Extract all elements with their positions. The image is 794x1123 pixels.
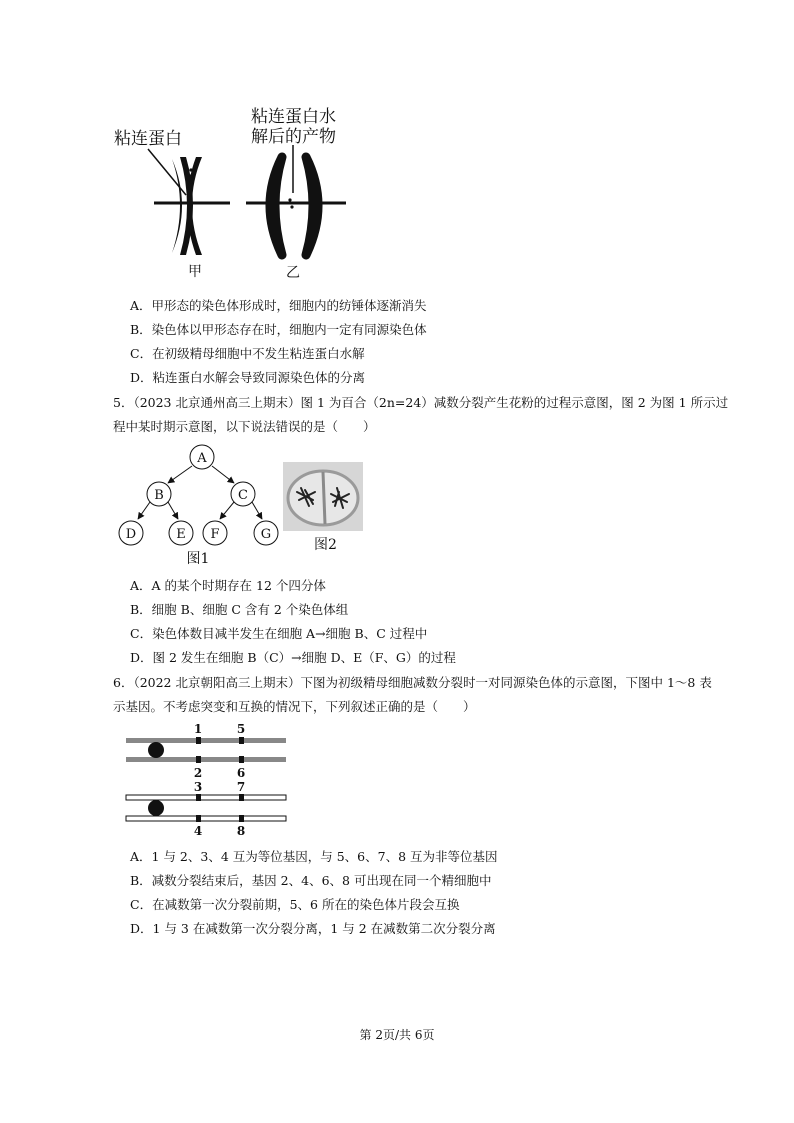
chromosome-jia	[148, 149, 230, 255]
page-footer: 第 2页/共 6页	[359, 1028, 435, 1042]
node-f-label: F	[210, 527, 220, 542]
q5-option-a: A．A 的某个时期存在 12 个四分体	[130, 578, 326, 593]
q6-option-b: B．减数分裂结束后，基因 2、4、6、8 可出现在同一个精细胞中	[130, 873, 492, 888]
node-b-label: B	[154, 488, 164, 503]
caption-yi: 乙	[286, 265, 300, 281]
q4-option-b: B．染色体以甲形态存在时，细胞内一定有同源染色体	[130, 322, 427, 337]
micrograph-fig2	[283, 462, 363, 531]
q6-option-d: D．1 与 3 在减数第一次分裂分离，1 与 2 在减数第二次分裂分离	[130, 921, 496, 936]
q6-chromosome-diagram	[124, 722, 290, 838]
q5-tree-diagram	[112, 440, 290, 568]
q4-option-d: D．粘连蛋白水解会导致同源染色体的分离	[130, 370, 366, 385]
node-g-label: G	[260, 527, 272, 542]
gene-1: 1	[193, 722, 203, 736]
chromosome-figure	[140, 145, 360, 265]
q4-option-a: A．甲形态的染色体形成时，细胞内的纺锤体逐渐消失	[130, 298, 427, 313]
q6-stem-line2: 示基因。不考虑突变和互换的情况下，下列叙述正确的是（ ）	[113, 699, 476, 714]
q6-stem-line1: 6．（2022 北京朝阳高三上期末）下图为初级精母细胞减数分裂时一对同源染色体的示意图，下图中 1～8 表	[113, 675, 712, 690]
gene-6: 6	[236, 766, 246, 780]
q4-option-c: C．在初级精母细胞中不发生粘连蛋白水解	[130, 346, 365, 361]
fig1-caption: 图1	[186, 551, 210, 567]
label-cohesin-product-1: 粘连蛋白水	[251, 107, 336, 127]
node-d-label: D	[125, 527, 137, 542]
node-c-label: C	[238, 488, 248, 503]
chromosome-yi	[246, 145, 346, 255]
q5-stem-line1: 5．（2023 北京通州高三上期末）图 1 为百合（2n=24）减数分裂产生花粉的过程示意图，图 2 为图 1 所示过	[113, 395, 729, 410]
gene-7: 7	[236, 780, 246, 794]
q5-option-b: B．细胞 B、细胞 C 含有 2 个染色体组	[130, 602, 349, 617]
label-cohesin-product-2: 解后的产物	[251, 127, 336, 147]
label-cohesin: 粘连蛋白	[114, 129, 182, 149]
caption-jia: 甲	[188, 264, 202, 280]
q5-stem-line2: 程中某时期示意图，以下说法错误的是（ ）	[113, 419, 376, 434]
q6-option-c: C．在减数第一次分裂前期，5、6 所在的染色体片段会互换	[130, 897, 460, 912]
node-e-label: E	[176, 527, 186, 542]
gene-4: 4	[193, 824, 203, 838]
gene-8: 8	[236, 824, 246, 838]
gene-5: 5	[236, 722, 246, 736]
gene-2: 2	[193, 766, 203, 780]
node-a-label: A	[197, 451, 207, 466]
q6-option-a: A．1 与 2、3、4 互为等位基因，与 5、6、7、8 互为非等位基因	[130, 849, 498, 864]
q5-option-c: C．染色体数目减半发生在细胞 A→细胞 B、C 过程中	[130, 626, 428, 641]
gene-3: 3	[193, 780, 203, 794]
fig2-caption: 图2	[314, 537, 337, 553]
q5-option-d: D．图 2 发生在细胞 B（C）→细胞 D、E（F、G）的过程	[130, 650, 456, 665]
